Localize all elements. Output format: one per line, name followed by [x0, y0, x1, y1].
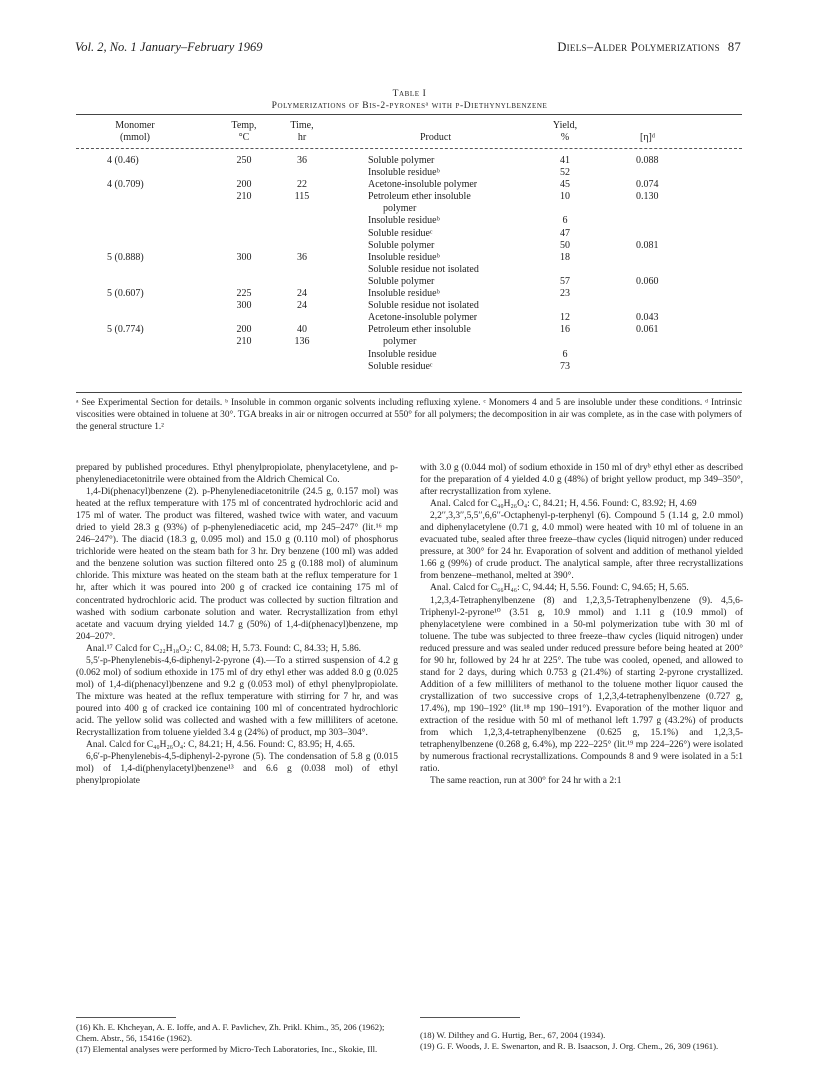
- header-yield-unit: %: [560, 132, 570, 143]
- page-number: 87: [727, 40, 741, 54]
- running-title: [557, 40, 741, 55]
- right-column: [420, 462, 743, 787]
- paragraph: 1,2,3,4-Tetraphenylbenzene (8) and 1,2,3,5-Tetraphenylbenzene (9). 4,5,6-Triphenyl-2-pyrone¹⁰ (3.51 g, 10.9 mmol) and 1.11 g (10.9 mmol) of phenylacetylene were combined in a 50-ml polymerization tube with 30 ml of toluene. The tube was subjected to three freeze–thaw cycles (liquid nitrogen) under reduced pressure and was sealed under reduced pressure before being heated at 200° for 90 hr, followed by 24 hr at 225°. The tube was cooled, opened, and allowed to stand for 2 days, during which 0.753 g (21.4%) of starting 2-pyrone crystallized. Addition of a few milliliters of methanol to the toluene mother liquor caused the crystallization of two successive crops of 1,2,3,4-tetraphenylbenzene (0.727 g, 17.4%), mp 190–192° (lit.¹⁸ mp 190–191°). Evaporation of the mother liquor and extraction of the residue with 50 ml of methanol left 1.797 g (43.2%) of products from which 1,2,3,4-tetraphenylbenzene (0.625 g, 15.1%) and 1,2,3,5-tetraphenylbenzene (0.268 g, 6.4%), mp 222–225° (lit.¹⁹ mp 224–226°) were isolated by numerous fractional recrystallizations. Compounds 8 and 9 were isolated in a 5:1 ratio.: [420, 595, 743, 775]
- temp-cell: [220, 203, 268, 215]
- yield-cell: 6: [562, 348, 568, 360]
- monomer-cell: [107, 203, 144, 215]
- temp-cell: [220, 167, 268, 179]
- product-column: [368, 155, 479, 373]
- yield-cell: [545, 264, 585, 276]
- monomer-cell: 4 (0.46): [107, 155, 139, 166]
- yield-cell: 50: [560, 239, 570, 251]
- eta-cell: [636, 288, 659, 300]
- paragraph: 1,4-Di(phenacyl)benzene (2). p-Phenylenediacetonitrile (24.5 g, 0.157 mol) was heated at the reflux temperature with 175 ml of concentrated hydrochloric acid and 175 ml of water. The product was filtered, washed twice with water, and vacuum dried to yield 28.3 g (93%) of p-phenylenediacetic acid, mp 245–247° (lit.¹⁶ mp 246–247°). The diacid (18.3 g, 0.095 mol) and 15.0 g (0.110 mol) of phosphorus trichloride were heated on the steam bath for 3 hr. Dry benzene (100 ml) was added and the benzene solution was suction filtered onto 25 g (0.188 mol) of aluminum chloride. This mixture was heated on the steam bath at the reflux temperature for 1 hr, after which it was poured into 200 g of cracked ice containing 175 ml of concentrated hydrochloric acid. The product was collected by suction filtration and washed with sodium carbonate solution and water. Recrystallization from ethyl acetate and vacuum drying yielded 14.7 g (50%) of 1,4-di(phenacyl)benzene, mp 204–207°.: [76, 487, 398, 642]
- time-cell: 36: [297, 251, 307, 263]
- yield-cell: 6: [562, 215, 568, 227]
- yield-cell: 52: [560, 167, 570, 179]
- footnote-rule-right: [420, 1017, 520, 1018]
- eta-cell: [636, 264, 659, 276]
- yield-cell: [545, 336, 585, 348]
- header-time-label: Time,: [290, 120, 314, 131]
- footnote: (19) G. F. Woods, J. E. Swenarton, and R. B. Isaacson, J. Org. Chem., 26, 309 (1961).: [420, 1041, 719, 1051]
- product-cell: polymer: [383, 203, 417, 215]
- yield-cell: 12: [560, 312, 570, 324]
- yield-cell: 45: [560, 179, 570, 191]
- header-temp-label: Temp,: [231, 120, 257, 131]
- footnote: (17) Elemental analyses were performed by Micro-Tech Laboratories, Inc., Skokie, Ill.: [76, 1044, 378, 1054]
- monomer-cell: [107, 300, 144, 312]
- temp-cell: [220, 228, 268, 240]
- time-cell: [281, 240, 323, 252]
- eta-cell: [636, 300, 659, 312]
- eta-cell: 0.074: [636, 179, 659, 191]
- header-monomer-label: Monomer: [115, 120, 155, 131]
- paragraph: prepared by published procedures. Ethyl phenylpropiolate, phenylacetylene, and p-phenylenediacetonitrile were obtained from the Aldrich Chemical Co.: [76, 463, 398, 486]
- paragraph: Anal. Calcd for C₄₀H₂₆O₄: C, 84.21; H, 4.56. Found: C, 83.95; H, 4.65.: [86, 740, 355, 751]
- monomer-cell: [107, 276, 144, 288]
- time-cell: [281, 276, 323, 288]
- header-product: Product: [420, 132, 452, 143]
- monomer-cell: [107, 361, 144, 373]
- eta-cell: [636, 215, 659, 227]
- product-cell: Acetone-insoluble polymer: [368, 179, 478, 191]
- time-column: [281, 155, 323, 349]
- monomer-cell: [107, 191, 144, 203]
- product-cell: Soluble residueᶜ: [368, 227, 433, 239]
- product-cell: Insoluble residueᵇ: [368, 251, 440, 263]
- table-top-rule: [76, 114, 742, 115]
- eta-cell: 0.043: [636, 312, 659, 324]
- header-time-unit: hr: [297, 132, 307, 143]
- product-cell: Petroleum ether insoluble: [368, 191, 471, 203]
- product-cell: Soluble residueᶜ: [368, 360, 433, 372]
- time-cell: 36: [297, 155, 307, 166]
- table-label: Table I: [392, 89, 427, 99]
- monomer-cell: [107, 373, 144, 385]
- monomer-cell: [107, 264, 144, 276]
- product-cell: Insoluble residueᵇ: [368, 167, 440, 179]
- yield-cell: 41: [560, 155, 570, 166]
- temp-cell: [220, 215, 268, 227]
- paragraph: The same reaction, run at 300° for 24 hr with a 2:1: [430, 776, 622, 787]
- header-monomer: [104, 120, 166, 144]
- eta-cell: [636, 228, 659, 240]
- monomer-cell: [107, 349, 144, 361]
- monomer-cell: [107, 228, 144, 240]
- product-cell: Soluble polymer: [368, 239, 435, 251]
- time-cell: [281, 167, 323, 179]
- yield-cell: 47: [560, 227, 570, 239]
- footnotes-left: [76, 1022, 398, 1055]
- product-cell: Insoluble residueᵇ: [368, 215, 440, 227]
- footnotes-right: [420, 1030, 743, 1052]
- time-cell: [281, 228, 323, 240]
- time-cell: 22: [297, 179, 307, 191]
- eta-cell: 0.088: [636, 155, 659, 166]
- header-eta: [η]ᵈ: [640, 132, 655, 143]
- temp-cell: 210: [236, 191, 252, 203]
- footnote-rule-left: [76, 1017, 176, 1018]
- product-cell: Acetone-insoluble polymer: [368, 312, 478, 324]
- header-temp: [220, 120, 268, 144]
- yield-column: [545, 155, 585, 373]
- product-cell: Soluble residue not isolated: [368, 263, 479, 275]
- monomer-cell: [107, 336, 144, 348]
- header-time: [281, 120, 323, 144]
- time-cell: 24: [297, 288, 307, 300]
- temp-column: [220, 155, 268, 349]
- header-yield-label: Yield,: [552, 120, 578, 131]
- yield-cell: [545, 203, 585, 215]
- product-cell: Soluble polymer: [368, 155, 435, 166]
- eta-cell: [636, 167, 659, 179]
- yield-cell: 10: [560, 191, 570, 203]
- header-temp-unit: °C: [238, 132, 250, 143]
- table-header-rule: [76, 148, 742, 149]
- table-bottom-rule: [76, 392, 742, 393]
- time-cell: 40: [297, 324, 307, 336]
- time-cell: 24: [297, 300, 307, 312]
- time-cell: [281, 203, 323, 215]
- eta-cell: 0.130: [636, 191, 659, 203]
- footnote: (18) W. Dilthey and G. Hurtig, Ber., 67, 2004 (1934).: [420, 1030, 606, 1040]
- product-cell: Soluble polymer: [368, 275, 435, 287]
- temp-cell: [220, 276, 268, 288]
- paragraph: 2,2′′,3,3′′,5,5′′,6,6′′-Octaphenyl-p-terphenyl (6). Compound 5 (1.14 g, 2.0 mmol) and diphenylacetylene (0.71 g, 4.0 mmol) were heated with 10 ml of toluene in an evacuated tube, sealed after three freeze–thaw cycles (liquid nitrogen) under reduced pressure, at 300° for 24 hr. Evaporation of solvent and addition of methanol yielded 1.66 g (99%) of crude product. The analytical sample, after three recrystallizations from benzene–methanol, melted at 390°.: [420, 511, 743, 582]
- yield-cell: 73: [560, 360, 570, 372]
- monomer-cell: [107, 215, 144, 227]
- temp-cell: 300: [236, 300, 252, 312]
- yield-cell: 16: [560, 324, 570, 336]
- header-monomer-unit: (mmol): [120, 132, 150, 143]
- product-cell: Petroleum ether insoluble: [368, 324, 471, 336]
- temp-cell: [220, 264, 268, 276]
- temp-cell: [220, 240, 268, 252]
- monomer-cell: [107, 312, 144, 324]
- monomer-cell: [107, 167, 144, 179]
- eta-column: [636, 155, 659, 336]
- eta-cell: [636, 252, 659, 264]
- eta-cell: 0.061: [636, 324, 659, 336]
- product-cell: polymer: [383, 336, 417, 348]
- paragraph: Anal. Calcd for C₆₆H₄₆: C, 94.44; H, 5.56. Found: C, 94.65; H, 5.65.: [430, 583, 689, 594]
- paragraph: Anal. Calcd for C₄₀H₂₆O₄: C, 84.21; H, 4.56. Found: C, 83.92; H, 4.69: [430, 499, 697, 510]
- yield-cell: 18: [560, 251, 570, 263]
- yield-cell: 57: [560, 275, 570, 287]
- temp-cell: 200: [236, 324, 252, 336]
- running-header: [75, 40, 741, 55]
- product-cell: Insoluble residue: [368, 348, 437, 360]
- time-cell: [281, 312, 323, 324]
- eta-cell: 0.081: [636, 239, 659, 251]
- table-footnote: ᵃ See Experimental Section for details. ᵇ Insoluble in common organic solvents including refluxing xylene. ᶜ Monomers 4 and 5 are insoluble under these conditions. ᵈ Intrinsic viscosities were obtained in toluene at 30°. TGA breaks in air or nitrogen occurred at 550° for all polymers; the decomposition in air was complete, as in the case with polymers of the general structure 1.²: [76, 398, 742, 433]
- eta-cell: 0.060: [636, 275, 659, 287]
- journal-citation: Vol. 2, No. 1 January–February 1969: [75, 40, 263, 54]
- monomer-cell: [107, 240, 144, 252]
- footnote: (16) Kh. E. Khcheyan, A. E. Ioffe, and A. F. Pavlichev, Zh. Prikl. Khim., 35, 206 (1962); Chem. Abstr., 56, 15416e (1962).: [76, 1022, 385, 1043]
- temp-cell: 250: [236, 155, 252, 166]
- temp-cell: 225: [236, 288, 252, 300]
- running-title-text: Diels–Alder Polymerizations: [557, 40, 720, 54]
- paragraph: 5,5′-p-Phenylenebis-4,6-diphenyl-2-pyrone (4).—To a stirred suspension of 4.2 g (0.062 mol) of sodium ethoxide in 175 ml of dry ethyl ether was added 8.0 g (0.025 mol) of 1,4-di(phenacyl)benzene and 9.2 g (0.053 mol) of ethyl phenylpropiolate. The mixture was heated at the reflux temperature with stirring for 7 hr, and was poured into 400 g of cracked ice containing 100 ml of concentrated hydrochloric acid. The yellow solid was collected and washed with a few milliliters of acetone. Recrystallization from toluene yielded 3.4 g (24%) of product, mp 303–304°.: [76, 655, 398, 739]
- temp-cell: 210: [236, 336, 252, 348]
- temp-cell: 300: [236, 251, 252, 263]
- header-yield: [545, 120, 585, 144]
- time-cell: 115: [294, 191, 310, 203]
- paragraph: 6,6′-p-Phenylenebis-4,5-diphenyl-2-pyrone (5). The condensation of 5.8 g (0.015 mol) of 1,4-di(phenylacetyl)benzene¹³ and 6.6 g (0.038 mol) of ethyl phenylpropiolate: [76, 752, 398, 787]
- monomer-cell: 5 (0.774): [107, 324, 144, 336]
- paragraph: Anal.¹⁷ Calcd for C₂₂H₁₈O₂: C, 84.08; H, 5.73. Found: C, 84.33; H, 5.86.: [86, 643, 362, 654]
- paragraph: with 3.0 g (0.044 mol) of sodium ethoxide in 150 ml of dryᵇ ethyl ether as described for the preparation of 4 yielded 4.0 g (48%) of bright yellow product, mp 349–350°, after recrystallization from xylene.: [420, 463, 743, 498]
- table-caption: Polymerizations of Bis-2-pyronesᵃ with p-Diethynylbenzene: [271, 101, 548, 111]
- temp-cell: 200: [236, 179, 252, 191]
- time-cell: [281, 264, 323, 276]
- time-cell: [281, 215, 323, 227]
- temp-cell: [220, 312, 268, 324]
- monomer-cell: 5 (0.607): [107, 288, 144, 300]
- eta-cell: [636, 203, 659, 215]
- yield-cell: [545, 300, 585, 312]
- monomer-column: [107, 155, 144, 385]
- product-cell: Soluble residue not isolated: [368, 300, 479, 312]
- left-column: [76, 462, 398, 787]
- monomer-cell: 4 (0.709): [107, 179, 144, 191]
- yield-cell: 23: [560, 288, 570, 300]
- time-cell: 136: [294, 336, 310, 348]
- product-cell: Insoluble residueᵇ: [368, 288, 440, 300]
- monomer-cell: 5 (0.888): [107, 251, 144, 263]
